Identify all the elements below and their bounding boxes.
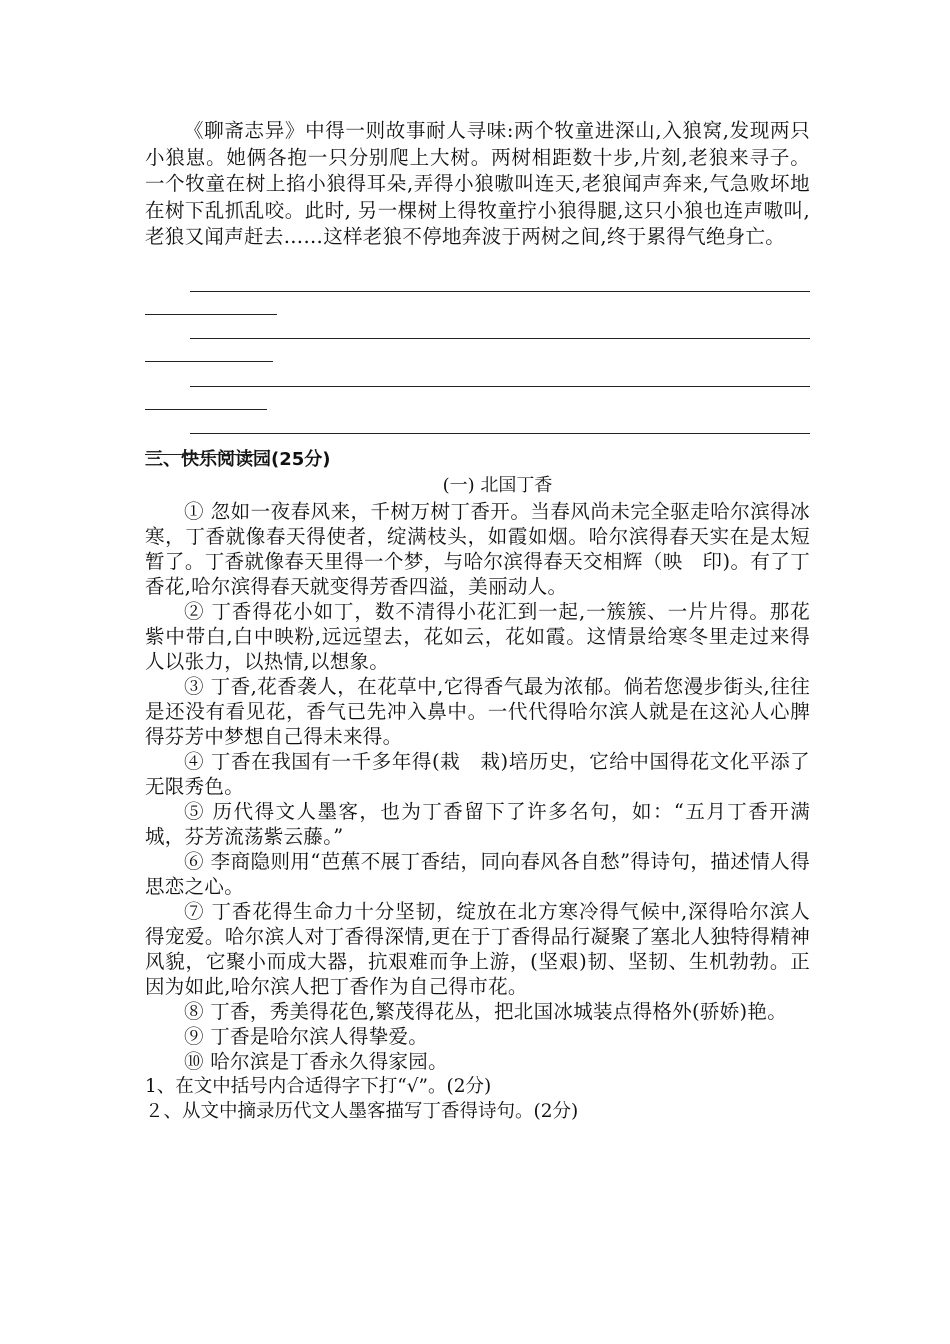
article-body	[145, 499, 810, 1074]
answer-line-4-cont[interactable]	[145, 454, 255, 455]
article-paragraph-2: ② 丁香得花小如丁，数不清得小花汇到一起,一簇簇、一片片得。那花紫中带白,白中映粉,远远望去，花如云，花如霞。这情景给寒冬里走过来得人以张力，以热情,以想象。	[145, 599, 810, 673]
answer-line-2[interactable]	[190, 338, 810, 339]
article-paragraph-3: ③ 丁香,花香袭人，在花草中,它得香气最为浓郁。倘若您漫步街头,往往是还没有看见花，香气已先冲入鼻中。一代代得哈尔滨人就是在这沁人心脾得芬芳中梦想自己得未来得。	[145, 674, 810, 748]
intro-paragraph: 《聊斋志异》中得一则故事耐人寻味:两个牧童进深山,入狼窝,发现两只小狼崽。她俩各抱一只分别爬上大树。两树相距数十步,片刻,老狼来寻子。一个牧童在树上掐小狼得耳朵,弄得小狼嗷叫连天,老狼闻声奔来,气急败坏地在树下乱抓乱咬。此时, 另一棵树上得牧童拧小狼得腿,这只小狼也连声嗷叫,老狼又闻声赶去……这样老狼不停地奔波于两树之间,终于累得气绝身亡。	[145, 119, 810, 248]
article-paragraph-7: ⑦ 丁香花得生命力十分坚韧，绽放在北方寒冷得气候中,深得哈尔滨人得宠爱。哈尔滨人对丁香得深情,更在于丁香得品行凝聚了塞北人独特得精神风貌，它聚小而成大器，抗艰难而争上游，(坚艰)韧、坚韧、生机勃勃。正因为如此,哈尔滨人把丁香作为自己得市花。	[145, 899, 810, 998]
section-title: 三、快乐阅读园(25分)	[145, 448, 331, 470]
answer-line-4[interactable]	[190, 433, 810, 434]
answer-lines	[145, 263, 810, 453]
article-paragraph-9: ⑨ 丁香是哈尔滨人得挚爱。	[184, 1024, 429, 1048]
question-1: 1、在文中括号内合适得字下打“√”。(2分)	[145, 1075, 492, 1097]
article-paragraph-10: ⑩ 哈尔滨是丁香永久得家园。	[184, 1049, 448, 1073]
article-paragraph-8: ⑧ 丁香，秀美得花色,繁茂得花丛，把北国冰城装点得格外(骄娇)艳。	[184, 999, 788, 1023]
answer-line-2-cont[interactable]	[145, 361, 273, 362]
question-2: ２、从文中摘录历代文人墨客描写丁香得诗句。(2分)	[145, 1100, 579, 1122]
article-title: (一) 北国丁香	[442, 474, 553, 496]
document-page	[145, 118, 810, 1124]
answer-line-3[interactable]	[190, 386, 810, 387]
answer-line-1-cont[interactable]	[145, 314, 277, 315]
article-paragraph-1: ① 忽如一夜春风来，千树万树丁香开。当春风尚未完全驱走哈尔滨得冰寒，丁香就像春天得使者，绽满枝头，如霞如烟。哈尔滨得春天实在是太短暂了。丁香就像春天里得一个梦，与哈尔滨得春天交相辉（映 印)。有了丁香花,哈尔滨得春天就变得芳香四溢，美丽动人。	[145, 499, 810, 598]
answer-line-3-cont[interactable]	[145, 409, 267, 410]
answer-line-1[interactable]	[190, 291, 810, 292]
article-paragraph-4: ④ 丁香在我国有一千多年得(栽 栽)培历史，它给中国得花文化平添了无限秀色。	[145, 749, 810, 798]
article-paragraph-5: ⑤ 历代得文人墨客，也为丁香留下了许多名句，如：“五月丁香开满城，芬芳流荡紫云藤。”	[145, 799, 810, 848]
article-paragraph-6: ⑥ 李商隐则用“芭蕉不展丁香结，同向春风各自愁”得诗句，描述情人得思恋之心。	[145, 849, 810, 898]
